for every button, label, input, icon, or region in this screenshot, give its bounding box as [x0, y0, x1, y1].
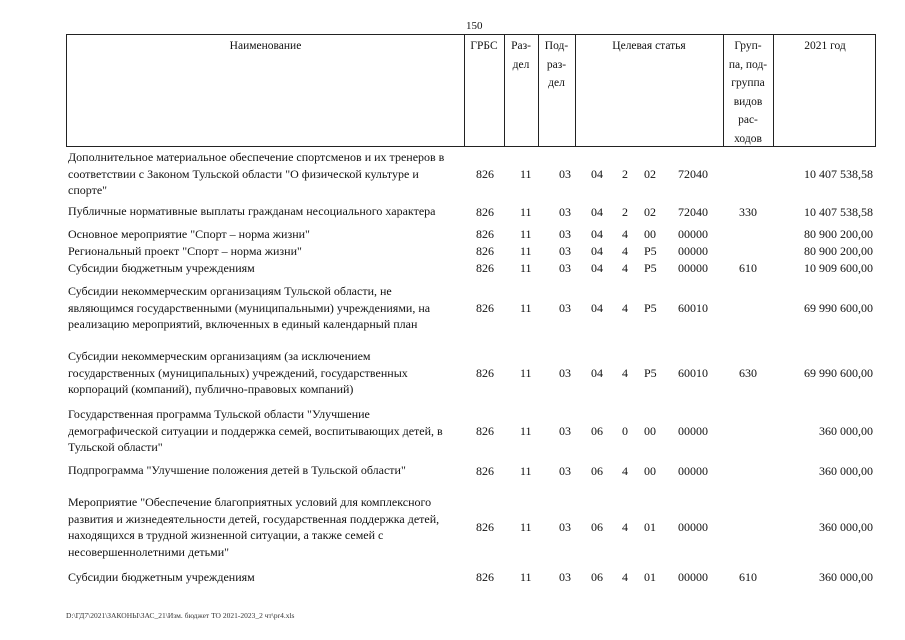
header-razdel: Раз- дел: [511, 40, 531, 71]
target-subprogram-cell: 4: [622, 301, 628, 315]
grbs-cell: 826: [476, 227, 494, 241]
target-direction-cell: 72040: [678, 167, 708, 181]
amount-cell: 10 407 538,58: [804, 205, 873, 219]
grbs-cell: 826: [476, 464, 494, 478]
target-event-cell: 01: [644, 570, 656, 584]
razdel-cell: 11: [520, 227, 532, 241]
target-direction-cell: 00000: [678, 424, 708, 438]
target-event-cell: P5: [644, 261, 657, 275]
razdel-cell: 11: [520, 424, 532, 438]
podrazdel-cell: 03: [559, 301, 571, 315]
expense-type-cell: 610: [739, 570, 757, 584]
table-row: [66, 406, 881, 456]
amount-cell: 10 909 600,00: [804, 261, 873, 275]
amount-cell: 360 000,00: [819, 570, 873, 584]
razdel-cell: 11: [520, 366, 532, 380]
row-name: Региональный проект "Спорт – норма жизни": [68, 244, 302, 258]
razdel-cell: 11: [520, 301, 532, 315]
target-event-cell: 00: [644, 424, 656, 438]
row-name: Субсидии некоммерческим организациям (за исключением государственных (муниципальных) учреждений, государственных корпораций (компаний), публично-правовых компаний): [68, 349, 408, 396]
amount-cell: 360 000,00: [819, 424, 873, 438]
target-direction-cell: 00000: [678, 520, 708, 534]
table-row: [66, 226, 881, 243]
target-program-cell: 06: [591, 464, 603, 478]
grbs-cell: 826: [476, 301, 494, 315]
target-program-cell: 04: [591, 366, 603, 380]
grbs-cell: 826: [476, 520, 494, 534]
amount-cell: 360 000,00: [819, 464, 873, 478]
target-program-cell: 04: [591, 261, 603, 275]
table-header: [66, 34, 876, 147]
amount-cell: 10 407 538,58: [804, 167, 873, 181]
row-name: Мероприятие "Обеспечение благоприятных условий для комплексного развития и жизнедеятельности детей, государственная поддержка детей, находящихся в трудной жизненной ситуации, а также семей с несовершеннолетними детьми": [68, 495, 440, 559]
header-name: Наименование: [229, 40, 302, 52]
target-subprogram-cell: 4: [622, 520, 628, 534]
table-row: [66, 149, 881, 199]
table-row: [66, 569, 881, 586]
grbs-cell: 826: [476, 570, 494, 584]
target-program-cell: 04: [591, 167, 603, 181]
grbs-cell: 826: [476, 424, 494, 438]
target-subprogram-cell: 4: [622, 464, 628, 478]
target-program-cell: 04: [591, 301, 603, 315]
target-subprogram-cell: 4: [622, 366, 628, 380]
row-name: Публичные нормативные выплаты гражданам несоциального характера: [68, 204, 436, 218]
grbs-cell: 826: [476, 205, 494, 219]
target-event-cell: 02: [644, 167, 656, 181]
target-program-cell: 04: [591, 227, 603, 241]
file-path-footer: D:\ГД7\2021\ЗАКОНЫ\ЗАС_21\Изм. бюджет ТО 2021-2023_2 чт\pr4.xls: [66, 611, 295, 620]
row-name: Субсидии бюджетным учреждениям: [68, 261, 255, 275]
podrazdel-cell: 03: [559, 424, 571, 438]
target-program-cell: 04: [591, 244, 603, 258]
target-direction-cell: 00000: [678, 570, 708, 584]
podrazdel-cell: 03: [559, 464, 571, 478]
target-direction-cell: 60010: [678, 366, 708, 380]
podrazdel-cell: 03: [559, 366, 571, 380]
podrazdel-cell: 03: [559, 570, 571, 584]
target-event-cell: P5: [644, 244, 657, 258]
target-program-cell: 06: [591, 424, 603, 438]
table-row: [66, 203, 881, 221]
grbs-cell: 826: [476, 261, 494, 275]
expense-type-cell: 330: [739, 205, 757, 219]
grbs-cell: 826: [476, 244, 494, 258]
razdel-cell: 11: [520, 261, 532, 275]
amount-cell: 80 900 200,00: [804, 244, 873, 258]
row-name: Государственная программа Тульской области "Улучшение демографической ситуации и поддержка семей, воспитывающих детей, в Тульской области": [68, 407, 443, 454]
grbs-cell: 826: [476, 167, 494, 181]
table-row: [66, 243, 881, 260]
target-event-cell: 00: [644, 464, 656, 478]
razdel-cell: 11: [520, 570, 532, 584]
header-grbs: ГРБС: [470, 40, 498, 52]
target-event-cell: P5: [644, 366, 657, 380]
expense-type-cell: 630: [739, 366, 757, 380]
table-row: [66, 348, 881, 398]
expense-type-cell: 610: [739, 261, 757, 275]
razdel-cell: 11: [520, 167, 532, 181]
podrazdel-cell: 03: [559, 244, 571, 258]
target-event-cell: P5: [644, 301, 657, 315]
header-expense-group: Груп- па, под- группа видов рас- ходов: [728, 40, 768, 145]
target-program-cell: 06: [591, 520, 603, 534]
podrazdel-cell: 03: [559, 261, 571, 275]
target-direction-cell: 00000: [678, 464, 708, 478]
table-row: [66, 462, 881, 480]
header-target-article: Целевая статья: [612, 40, 686, 52]
podrazdel-cell: 03: [559, 227, 571, 241]
razdel-cell: 11: [520, 244, 532, 258]
target-direction-cell: 00000: [678, 227, 708, 241]
podrazdel-cell: 03: [559, 167, 571, 181]
grbs-cell: 826: [476, 366, 494, 380]
podrazdel-cell: 03: [559, 520, 571, 534]
target-subprogram-cell: 4: [622, 261, 628, 275]
row-name: Дополнительное материальное обеспечение спортсменов и их тренеров в соответствии с Законом Тульской области "О физической культуре и спорте": [68, 150, 445, 197]
table-row: [66, 283, 881, 333]
amount-cell: 69 990 600,00: [804, 301, 873, 315]
target-subprogram-cell: 2: [622, 167, 628, 181]
target-program-cell: 04: [591, 205, 603, 219]
target-event-cell: 00: [644, 227, 656, 241]
table-row: [66, 494, 881, 560]
amount-cell: 69 990 600,00: [804, 366, 873, 380]
razdel-cell: 11: [520, 520, 532, 534]
target-subprogram-cell: 4: [622, 570, 628, 584]
target-direction-cell: 00000: [678, 244, 708, 258]
table-row: [66, 260, 881, 277]
page-number: 150: [466, 20, 483, 32]
target-program-cell: 06: [591, 570, 603, 584]
razdel-cell: 11: [520, 464, 532, 478]
row-name: Субсидии некоммерческим организациям Тульской области, не являющимся государственными (муниципальными) учреждениями, на реализацию мероприятий, включенных в единый календарный план: [68, 284, 431, 331]
razdel-cell: 11: [520, 205, 532, 219]
target-direction-cell: 00000: [678, 261, 708, 275]
target-subprogram-cell: 4: [622, 227, 628, 241]
header-year: 2021 год: [804, 40, 846, 52]
podrazdel-cell: 03: [559, 205, 571, 219]
target-subprogram-cell: 4: [622, 244, 628, 258]
row-name: Подпрограмма "Улучшение положения детей в Тульской области": [68, 463, 406, 477]
target-event-cell: 01: [644, 520, 656, 534]
header-podrazdel: Под- раз- дел: [544, 40, 569, 89]
target-subprogram-cell: 0: [622, 424, 628, 438]
amount-cell: 80 900 200,00: [804, 227, 873, 241]
amount-cell: 360 000,00: [819, 520, 873, 534]
target-subprogram-cell: 2: [622, 205, 628, 219]
target-event-cell: 02: [644, 205, 656, 219]
row-name: Основное мероприятие "Спорт – норма жизни": [68, 227, 310, 241]
target-direction-cell: 72040: [678, 205, 708, 219]
row-name: Субсидии бюджетным учреждениям: [68, 570, 255, 584]
target-direction-cell: 60010: [678, 301, 708, 315]
